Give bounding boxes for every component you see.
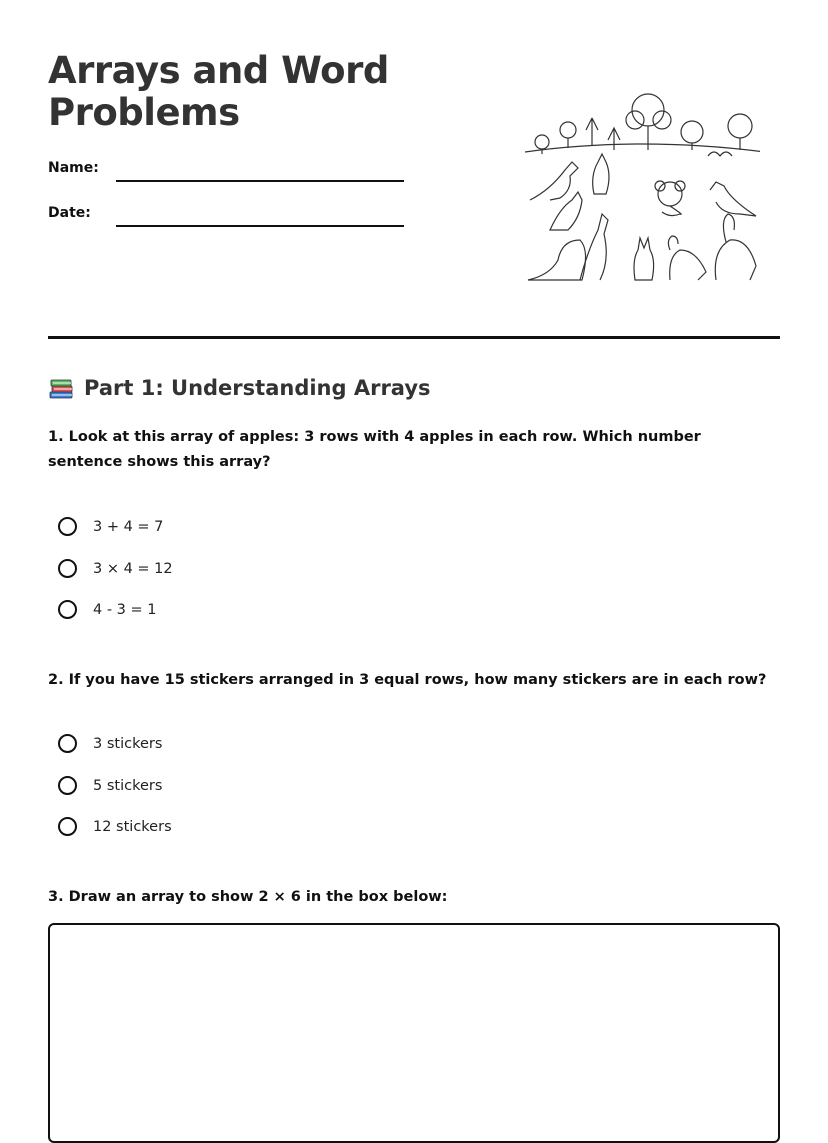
radio-button[interactable] (58, 600, 77, 619)
header-divider (48, 336, 780, 339)
date-label: Date: (48, 205, 91, 221)
date-field[interactable] (116, 225, 404, 227)
animals-illustration (520, 90, 760, 290)
radio-button[interactable] (58, 734, 77, 753)
q2-option-3[interactable] (58, 817, 172, 836)
part1-heading (48, 375, 431, 401)
drawing-box[interactable] (48, 923, 780, 1143)
q1-option-2[interactable] (58, 559, 173, 578)
koala-wallaby-group (634, 181, 756, 280)
radio-button[interactable] (58, 559, 77, 578)
question-2: 2. If you have 15 stickers arranged in 3 equal rows, how many stickers are in each row? (48, 672, 767, 688)
option-label: 3 stickers (93, 735, 163, 752)
name-label: Name: (48, 160, 99, 176)
books-icon (48, 375, 74, 401)
name-field[interactable] (116, 180, 404, 182)
option-label: 4 - 3 = 1 (93, 601, 157, 618)
title-line-2: Problems (48, 91, 240, 134)
part1-title: Part 1: Understanding Arrays (84, 376, 431, 400)
option-label: 12 stickers (93, 818, 172, 835)
q1-option-1[interactable] (58, 517, 163, 536)
radio-button[interactable] (58, 776, 77, 795)
question-3: 3. Draw an array to show 2 × 6 in the box below: (48, 889, 448, 905)
q2-option-2[interactable] (58, 776, 162, 795)
radio-button[interactable] (58, 517, 77, 536)
option-label: 3 × 4 = 12 (93, 560, 173, 577)
page-title (48, 50, 389, 134)
question-1: 1. Look at this array of apples: 3 rows with 4 apples in each row. Which number sentence shows this array? (48, 429, 701, 470)
radio-button[interactable] (58, 817, 77, 836)
q1-option-3[interactable] (58, 600, 157, 619)
q2-option-1[interactable] (58, 734, 162, 753)
option-label: 3 + 4 = 7 (93, 518, 164, 535)
birds-group (668, 214, 756, 280)
kangaroos-group (528, 154, 609, 280)
title-line-1: Arrays and Word (48, 49, 389, 92)
option-label: 5 stickers (93, 777, 163, 794)
